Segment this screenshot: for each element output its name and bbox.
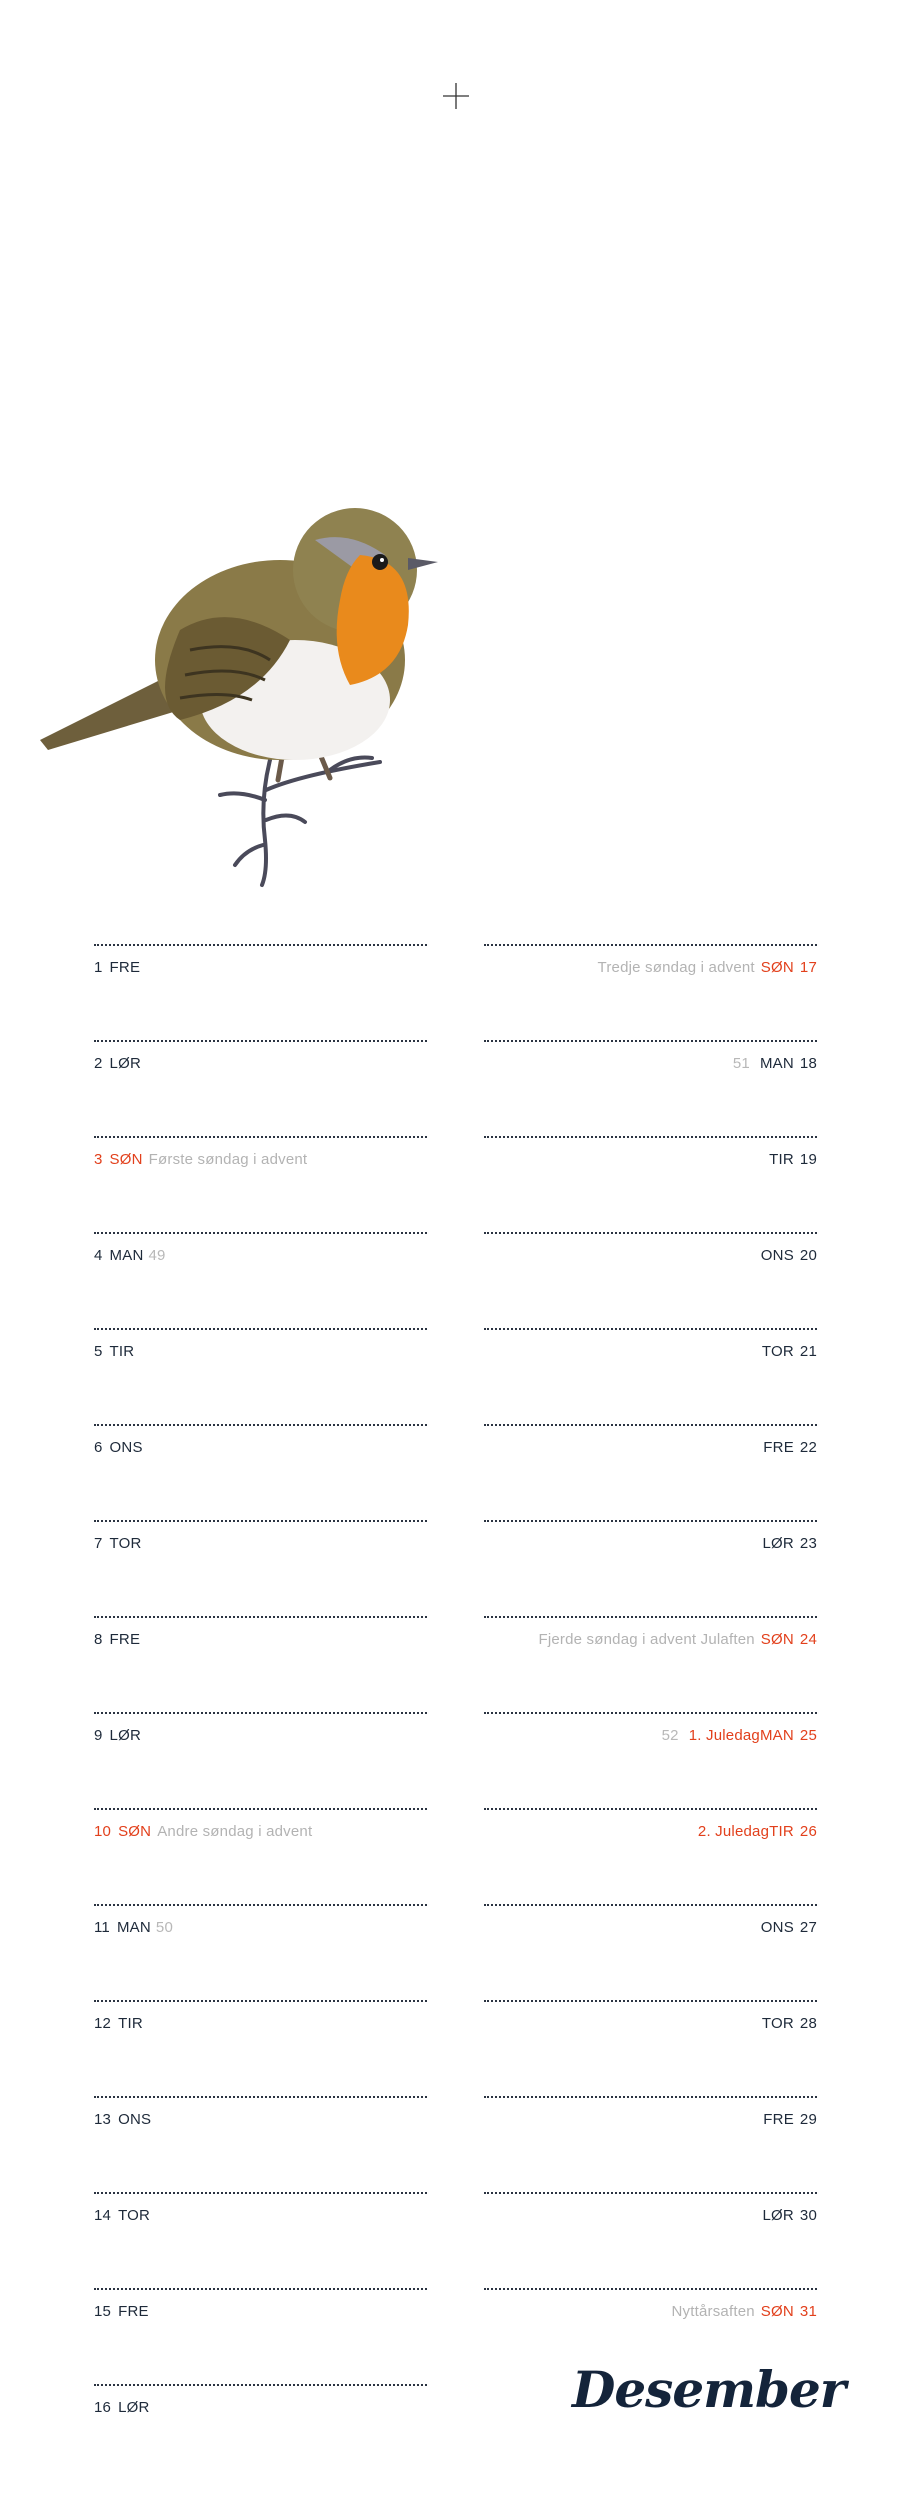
weekday-name: SØN <box>760 1631 794 1648</box>
day-number: 8 <box>94 1631 103 1648</box>
weekday-name: MAN <box>759 1055 794 1072</box>
day-row[interactable] <box>484 1232 817 1328</box>
day-label <box>94 958 427 978</box>
day-label <box>484 2014 817 2034</box>
weekday-name: ONS <box>109 1439 143 1456</box>
days-column-right <box>484 944 817 2384</box>
day-name-number <box>761 1247 817 1264</box>
day-label <box>484 2206 817 2226</box>
day-note: Andre søndag i advent <box>157 1823 313 1840</box>
day-name-number <box>762 2207 817 2224</box>
day-row[interactable] <box>484 1712 817 1808</box>
weekday-name: FRE <box>763 2111 794 2128</box>
weekday-name: TIR <box>769 1823 794 1840</box>
day-number: 31 <box>799 2303 817 2320</box>
week-number: 51 <box>732 1055 750 1072</box>
day-number: 24 <box>799 1631 817 1648</box>
day-number: 30 <box>799 2207 817 2224</box>
day-row[interactable] <box>94 1616 427 1712</box>
weekday-name: MAN <box>116 1919 151 1936</box>
day-name-number <box>760 1055 817 1072</box>
holiday-name: 1. Juledag <box>688 1727 760 1744</box>
day-row[interactable] <box>484 1808 817 1904</box>
day-note: Fjerde søndag i advent Julaften <box>538 1631 755 1648</box>
day-label <box>94 1246 427 1266</box>
day-label <box>484 1726 817 1746</box>
crosshair-icon <box>443 83 469 109</box>
day-row[interactable] <box>484 1424 817 1520</box>
day-row[interactable] <box>484 2192 817 2288</box>
day-label <box>484 958 817 978</box>
day-label <box>94 1630 427 1650</box>
day-label <box>94 2398 427 2418</box>
day-number: 16 <box>94 2399 112 2416</box>
day-row[interactable] <box>94 2096 427 2192</box>
weekday-name: ONS <box>760 1247 794 1264</box>
day-label <box>94 1822 427 1842</box>
day-row[interactable] <box>484 944 817 1040</box>
day-label <box>484 1150 817 1170</box>
weekday-name: TOR <box>109 1535 142 1552</box>
week-number: 50 <box>155 1919 174 1936</box>
day-label <box>94 2302 427 2322</box>
day-row[interactable] <box>484 2000 817 2096</box>
weekday-name: LØR <box>762 1535 794 1552</box>
day-name-number <box>762 1535 817 1552</box>
weekday-name: FRE <box>118 2303 149 2320</box>
day-number: 29 <box>799 2111 817 2128</box>
day-number: 5 <box>94 1343 103 1360</box>
day-row[interactable] <box>94 1040 427 1136</box>
day-number: 1 <box>94 959 103 976</box>
day-name-number <box>769 1151 817 1168</box>
day-label <box>94 2206 427 2226</box>
weekday-name: LØR <box>109 1727 141 1744</box>
weekday-name: SØN <box>760 2303 794 2320</box>
day-number: 21 <box>799 1343 817 1360</box>
day-label <box>484 1630 817 1650</box>
day-number: 6 <box>94 1439 103 1456</box>
day-label <box>484 1246 817 1266</box>
day-number: 7 <box>94 1535 103 1552</box>
weekday-name: FRE <box>109 1631 141 1648</box>
day-label <box>94 2110 427 2130</box>
day-row[interactable] <box>484 1904 817 2000</box>
weekday-name: TIR <box>118 2015 143 2032</box>
day-name-number <box>763 2111 817 2128</box>
day-label <box>94 1150 427 1170</box>
day-label <box>94 1534 427 1554</box>
weekday-name: LØR <box>109 1055 141 1072</box>
weekday-name: FRE <box>763 1439 794 1456</box>
day-number: 20 <box>799 1247 817 1264</box>
day-note: Første søndag i advent <box>148 1151 308 1168</box>
weekday-name: TOR <box>761 2015 794 2032</box>
day-label <box>94 1726 427 1746</box>
day-name-number <box>762 2015 817 2032</box>
day-name-number <box>760 1727 817 1744</box>
day-row[interactable] <box>94 1328 427 1424</box>
day-number: 13 <box>94 2111 112 2128</box>
weekday-name: TIR <box>769 1151 794 1168</box>
day-row[interactable] <box>94 1520 427 1616</box>
weekday-name: MAN <box>109 1247 144 1264</box>
robin-bird-illustration <box>30 500 450 890</box>
day-number: 10 <box>94 1823 112 1840</box>
weekday-name: LØR <box>118 2399 150 2416</box>
week-number: 52 <box>661 1727 679 1744</box>
day-row[interactable] <box>484 1616 817 1712</box>
week-number: 49 <box>148 1247 166 1264</box>
day-label <box>94 1054 427 1074</box>
day-number: 4 <box>94 1247 103 1264</box>
day-number: 17 <box>799 959 817 976</box>
day-row[interactable] <box>94 1136 427 1232</box>
weekday-name: TIR <box>109 1343 135 1360</box>
day-row[interactable] <box>484 1328 817 1424</box>
day-number: 15 <box>94 2303 112 2320</box>
day-number: 19 <box>799 1151 817 1168</box>
day-number: 23 <box>799 1535 817 1552</box>
weekday-name: MAN <box>759 1727 794 1744</box>
weekday-name: TOR <box>118 2207 151 2224</box>
day-label <box>484 1918 817 1938</box>
day-number: 25 <box>799 1727 817 1744</box>
day-row[interactable] <box>94 1232 427 1328</box>
day-label <box>484 1438 817 1458</box>
day-name-number <box>761 1919 817 1936</box>
day-label <box>484 1534 817 1554</box>
day-row[interactable] <box>94 1712 427 1808</box>
day-note: Tredje søndag i advent <box>597 959 755 976</box>
weekday-name: ONS <box>760 1919 794 1936</box>
day-row[interactable] <box>94 1424 427 1520</box>
day-name-number <box>762 1343 817 1360</box>
day-name-number <box>761 2303 817 2320</box>
day-label <box>484 1822 817 1842</box>
day-label <box>94 1342 427 1362</box>
day-number: 18 <box>799 1055 817 1072</box>
day-name-number <box>763 1439 817 1456</box>
day-label <box>484 2302 817 2322</box>
day-label <box>484 1054 817 1074</box>
day-row[interactable] <box>484 1136 817 1232</box>
day-number: 28 <box>799 2015 817 2032</box>
day-name-number <box>761 1631 817 1648</box>
day-label <box>94 1438 427 1458</box>
day-number: 26 <box>799 1823 817 1840</box>
day-row[interactable] <box>94 944 427 1040</box>
day-number: 14 <box>94 2207 112 2224</box>
day-label <box>484 1342 817 1362</box>
day-label <box>94 1918 427 1938</box>
day-row[interactable] <box>94 1808 427 1904</box>
weekday-name: TOR <box>761 1343 794 1360</box>
day-row[interactable] <box>484 1520 817 1616</box>
day-number: 9 <box>94 1727 103 1744</box>
day-number: 11 <box>94 1919 110 1936</box>
holiday-name: 2. Juledag <box>697 1823 770 1840</box>
day-number: 12 <box>94 2015 112 2032</box>
day-row[interactable] <box>94 2288 427 2384</box>
day-number: 27 <box>799 1919 817 1936</box>
day-row[interactable] <box>94 2000 427 2096</box>
day-name-number <box>761 959 817 976</box>
weekday-name: LØR <box>762 2207 794 2224</box>
month-title: Desember <box>572 2360 846 2419</box>
day-row[interactable] <box>94 1904 427 2000</box>
weekday-name: SØN <box>118 1823 152 1840</box>
weekday-name: FRE <box>109 959 141 976</box>
day-note: Nyttårsaften <box>671 2303 755 2320</box>
day-row[interactable] <box>484 2096 817 2192</box>
weekday-name: ONS <box>118 2111 152 2128</box>
days-column-left <box>94 944 427 2480</box>
day-number: 3 <box>94 1151 103 1168</box>
weekday-name: SØN <box>760 959 794 976</box>
day-row[interactable] <box>94 2192 427 2288</box>
day-row[interactable] <box>94 2384 427 2480</box>
day-number: 22 <box>799 1439 817 1456</box>
day-number: 2 <box>94 1055 103 1072</box>
day-label <box>94 2014 427 2034</box>
day-name-number <box>769 1823 817 1840</box>
day-label <box>484 2110 817 2130</box>
day-row[interactable] <box>484 1040 817 1136</box>
weekday-name: SØN <box>109 1151 143 1168</box>
